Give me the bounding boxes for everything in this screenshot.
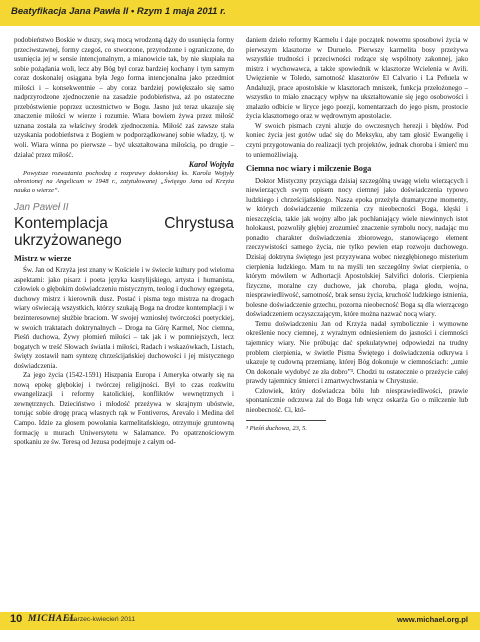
body-paragraph: Św. Jan od Krzyża jest znany w Kościele i w świecie kultury pod wieloma aspektami: jako pisarz i poeta języka kastylijskiego, artysta i humanista, człowiek o głębokim doświadczeniu mistycznym, teolog i duchowy egzegeta, duchowy mistrz i kierownik dusz. Postać i pisma tego mistrza na drogach wiary oświecają wszystkich, którzy szukają Boga na drodze kontemplacji i w bezinteresownej służbie braciom. W swojej wzniosłej twórczości poetyckiej, w swoich traktatach doktrynalnych – Droga na Górę Karmel, Noc ciemna, Pieśń duchowa, Żywy płomień miłości – tak jak i w pomniejszych, lecz bogatych w treść Słowach światła i miłości, Radach i wskazówkach, Listach, święty zostawił nam syntezę chrześcijańskiej duchowości i jej mistycznego doświadczenia. xyxy=(14,266,234,370)
footnote-divider xyxy=(246,420,326,421)
right-column xyxy=(246,36,468,434)
author-signature: Karol Wojtyła xyxy=(188,160,234,170)
body-paragraph: Temu doświadczeniu Jan od Krzyża nadał symbolicznie i wymowne określenie nocy ciemnej, z wyraźnym odniesieniem do jasności i ciemności tajemnicy wiary. Nie próbując dać spekulatywnej odpowiedzi na trudny problem cierpienia, w świetle Pisma Świętego i doświadczenia odkrywa i ukazuje tę cudowną przemianę, której Bóg dokonuje w ciemnościach: „umie On dokonale wydobyć ze zła dobro”³. Chodzi tu ostatecznie o przeżycie całej prawdy tajemnicy śmierci i zmartwychwstania w Chrystusie. xyxy=(246,319,468,386)
issue-date: marzec-kwiecień 2011 xyxy=(68,616,136,623)
magazine-logo: MICHAEL xyxy=(28,614,76,624)
article-title: Kontemplacja Chrystusa ukrzyżowanego xyxy=(14,214,234,249)
source-note: Powyższe rozważania pochodzą z rozprawy doktorskiej ks. Karola Wojtyły obronionej na Angelicum w 1948 r., zatytułowanej „Święego Jana od Krzyża nauka o wierze”. xyxy=(14,169,234,194)
intro-paragraph: podobieństwo Boskie w duszy, swą mocą wrodzoną dąży do usunięcia formy przeciwstawnej, formy czegoś, co stworzone, przyrodzone i ograniczone, do usunięcia jej w sensie intencjonalnym, a mianowicie tak, by nie skupiała na sobie pożądania woli, lecz aby Bóg był coraz bardziej kochany i tym samym coraz doskonalej osiągana była Jego forma intencjonalna jako przedmiot miłości i – konsekwentnie – aby coraz bardziej powiększało się samo nadprzyrodzone zjednoczenie na zasadzie podobieństwa, aż po ostateczne przebóstwienie poprzez uczestnictwo w Bogu. Jasno już teraz ukazuje się znaczenie miłości w wierze i rozumie. Wiara bowiem żywa przez miłość uznana została za właściwy środek zjednoczenia. Miłość zaś zawsze stała uzyskania podobieństwa z Bogiem w podporządkowanej sobie władzy, tj. w woli. Wiara winna po pierwsze – być ukształtowana miłością, po drugie – działać przez miłość. xyxy=(14,36,234,159)
body-paragraph: Doktor Mistyczny przyciąga dzisiaj szczególną uwagę wielu wierzących i niewierzących swym opisem nocy ciemnej jako doświadczenia typowo ludzkiego i chrześcijańskiego. Nasza epoka przeżyła dramatyczne momenty, w których doświadczenie milczenia czy nieobecności Boga, klęski i nieszczęścia, takie jak wojny albo jak pochłaniający wiele niewinnych istot holokaust, pozwoliły głębiej zrozumieć znaczenie symbolu nocy, nadając mu ponadto charakter doświadczenia zbiorowego, stanowiącego element rzeczywistości samego życia, nie tylko pewien etap rozwoju duchowego. Dzisiaj doktryna świętego jest przyzywana wobec niezgłębionego misterium cierpienia ludzkiego. Mam tu na myśli ten szczególny świat cierpienia, o którym mówiłem w Adhortacji Apostolskiej Salvifici doloris. Cierpienia fizyczne, moralne czy duchowe, jak choroba, plaga głodu, wojna, niesprawiedliwość, samotność, brak sensu życia, kruchość ludzkiego istnienia, bolesne doświadczenie grzechu, pozorna nieobecność Boga są dla wierzącego doświadczeniem oczyszczającym, które można nazwać nocą wiary. xyxy=(246,176,468,319)
article-author: Jan Paweł II xyxy=(14,202,69,214)
body-paragraph: Człowiek, który doświadcza bólu lub niesprawiedliwości, prawie spontanicznie odczuwa żal do Boga lub wręcz oskarża Go o milczenie lub nieobecność. Ci, któ- xyxy=(246,386,468,414)
body-paragraph: daniem dzieło reformy Karmelu i daje początek nowemu sposobowi życia w pierwszym klasztorze w Duruelo. Pierwszy karmelita bosy przeżywa wszystkie trudności i przeciwności rodzące się wspólnoty zakonnej, jako mistrz i wychowawca, a także spowiednik w klasztorze Wcielenia w Avili. Uwięzienie w Toledo, samotność klasztorów El Calvario i La Peñuela w Andaluzji, prace apostolskie w klasztorach mniszek, funkcja przełożonego – wszystko to miało znaczący wpływ na ukształtowanie się jego osobowości i znalazło odbicie w liryce jego poezji, komentarzach do jego pism, prostocie życia klasztornego oraz w wędrownym apostolacie. xyxy=(246,36,468,121)
body-paragraph: W swoich pismach czyni aluzje do owczesnych herezji i błędów. Pod koniec życia jest gotów udać się do Meksyku, aby tam głosić Ewangelię i czyni przygotowania do realizacji tych projektów, jednak choroba i śmierć mu to uniemożliwiają. xyxy=(246,121,468,159)
section-heading: Mistrz w wierze xyxy=(14,253,72,263)
website-link[interactable]: www.michael.org.pl xyxy=(396,615,468,624)
running-header: Beatyfikacja Jana Pawła II • Rzym 1 maja 2011 r. xyxy=(11,6,226,17)
body-paragraph: Za jego życia (1542-1591) Hiszpania Europa i Ameryka otwarły się na nową epokę głębokiej i twórczej religijności. Był to czas rozkwitu ewangelizacji i reformy katolickiej, konfliktów wewnętrznych i zewnętrznych. Dzieciństwo i młodość przeżywa w skrajnym ubóstwie, torując sobie drogę pracą własnych rąk w Fontiveros, Arevalo i Medina del Campo. Idzie za głosem powołania karmelitańskiego, otrzymuje gruntowną formację u murach Uniwersytetu w Salamance. Po opatrznościowym spotkaniu ze św. Teresą od Jezusa podejmuje z całym od- xyxy=(14,371,234,447)
section-heading: Ciemna noc wiary i milczenie Boga xyxy=(246,164,372,174)
page-number: 10 xyxy=(10,613,23,625)
footnote: ³ Pieśń duchowa, 23, 5. xyxy=(246,425,307,433)
left-column xyxy=(14,36,234,448)
